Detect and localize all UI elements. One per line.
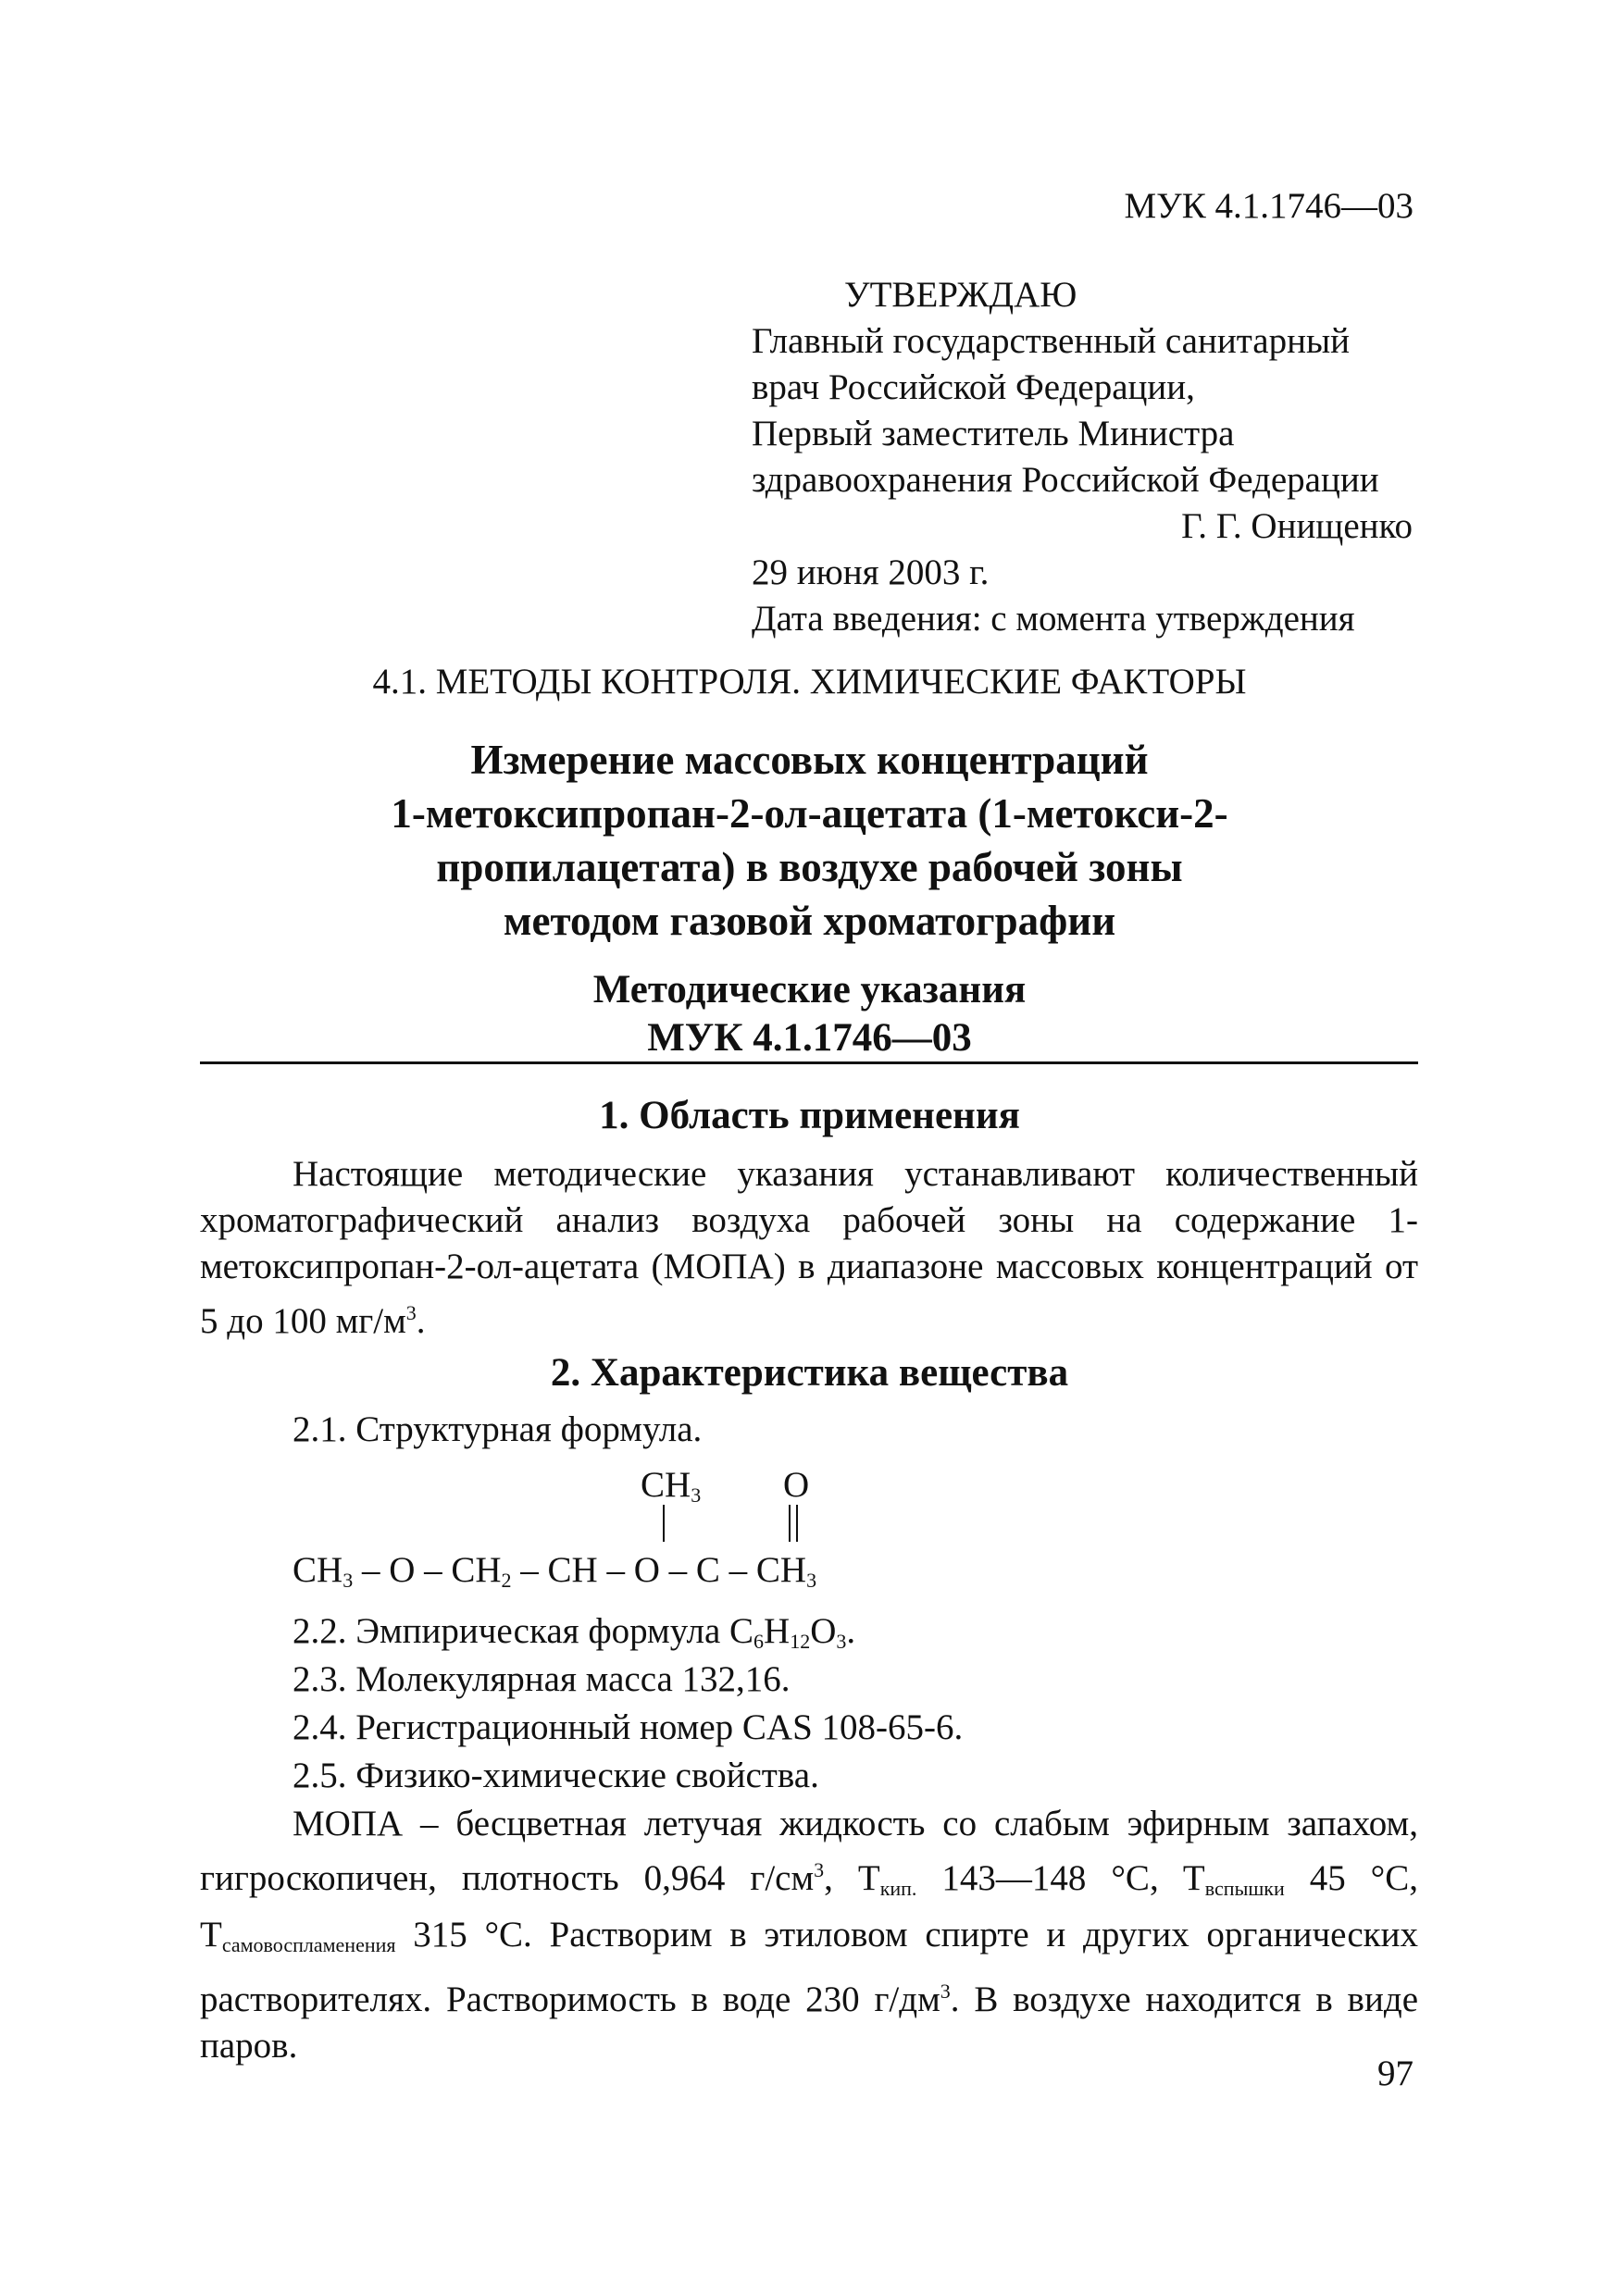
title-line: Измерение массовых концентраций [470, 737, 1149, 783]
item-2-1: 2.1. Структурная формула. [293, 1409, 703, 1449]
subtitle-code: МУК 4.1.1746—03 [647, 1016, 972, 1060]
formula-carbonyl-oxygen: O [783, 1465, 810, 1505]
formula-main-chain: $CH_3$ – O – $CH_2$ – CH – O – C – $CH_3$ [293, 1550, 817, 1592]
item-2-2: 2.2. Эмпирическая формула $C_6H_{12}O_3$. [293, 1611, 856, 1653]
item-2-4: 2.4. Регистрационный номер CAS 108-65-6. [293, 1707, 964, 1747]
subtitle-line: Методические указания [592, 968, 1027, 1011]
document-code-header: МУК 4.1.1746—03 [1124, 186, 1414, 226]
section-1-text: Настоящие методические указания устанавливают количественный хроматографический анализ воздуха рабочей зоны на содержание 1-метоксипропан-2-ол-ацетата (МОПА) в диапазоне массовых концентраций от 5 до 100 мг/м [200, 1154, 1418, 1341]
approval-date: 29 июня 2003 г. [752, 552, 990, 592]
document-subtitle [0, 966, 1619, 1062]
formula-methyl-branch: $CH_3$ [641, 1465, 702, 1507]
superscript: 3 [405, 1301, 417, 1324]
formula-double-bond [796, 1505, 798, 1542]
document-title [0, 733, 1619, 948]
item-2-3: 2.3. Молекулярная масса 132,16. [293, 1659, 791, 1699]
title-line: 1-метоксипропан-2-ол-ацетата (1-метокси-2- [391, 790, 1228, 837]
approval-line: врач Российской Федерации, [752, 367, 1195, 407]
approval-line: Первый заместитель Министра [752, 414, 1235, 453]
section-1-heading: 1. Область применения [599, 1094, 1020, 1137]
section-1-paragraph [200, 1151, 1418, 1345]
approval-heading: УТВЕРЖДАЮ [844, 275, 1077, 315]
title-divider [200, 1061, 1418, 1064]
approver-name: Г. Г. Онищенко [1181, 506, 1413, 546]
effective-date: Дата введения: с момента утверждения [752, 599, 1355, 639]
section-2-heading: 2. Характеристика вещества [550, 1351, 1069, 1395]
section-label: 4.1. МЕТОДЫ КОНТРОЛЯ. ХИМИЧЕСКИЕ ФАКТОРЫ [372, 662, 1247, 701]
item-2-5: 2.5. Физико-химические свойства. [293, 1756, 819, 1795]
approval-line: Главный государственный санитарный [752, 321, 1351, 361]
title-line: пропилацетата) в воздухе рабочей зоны [436, 844, 1183, 890]
properties-paragraph: МОПА – бесцветная летучая жидкость со слабым эфирным запахом, гигроскопичен, плотность 0,964 $г/см^3$, $T_{кип.}$ 143—148 °C, $T_{вспышки}$ 45 °C, $T_{самовоспламенения}$ 315 °C. Растворим в этиловом спирте и других органических растворителях. Растворимость в воде 230 $г/дм^3$. В воздухе находится в виде паров. [200, 1804, 1419, 2066]
approval-line: здравоохранения Российской Федерации [752, 460, 1379, 500]
formula-single-bond [663, 1505, 665, 1542]
approval-block [752, 272, 1418, 642]
title-line: методом газовой хроматографии [503, 898, 1116, 944]
page-number: 97 [1377, 2054, 1414, 2093]
formula-double-bond [789, 1505, 791, 1542]
section-1-text-end: . [416, 1301, 426, 1341]
